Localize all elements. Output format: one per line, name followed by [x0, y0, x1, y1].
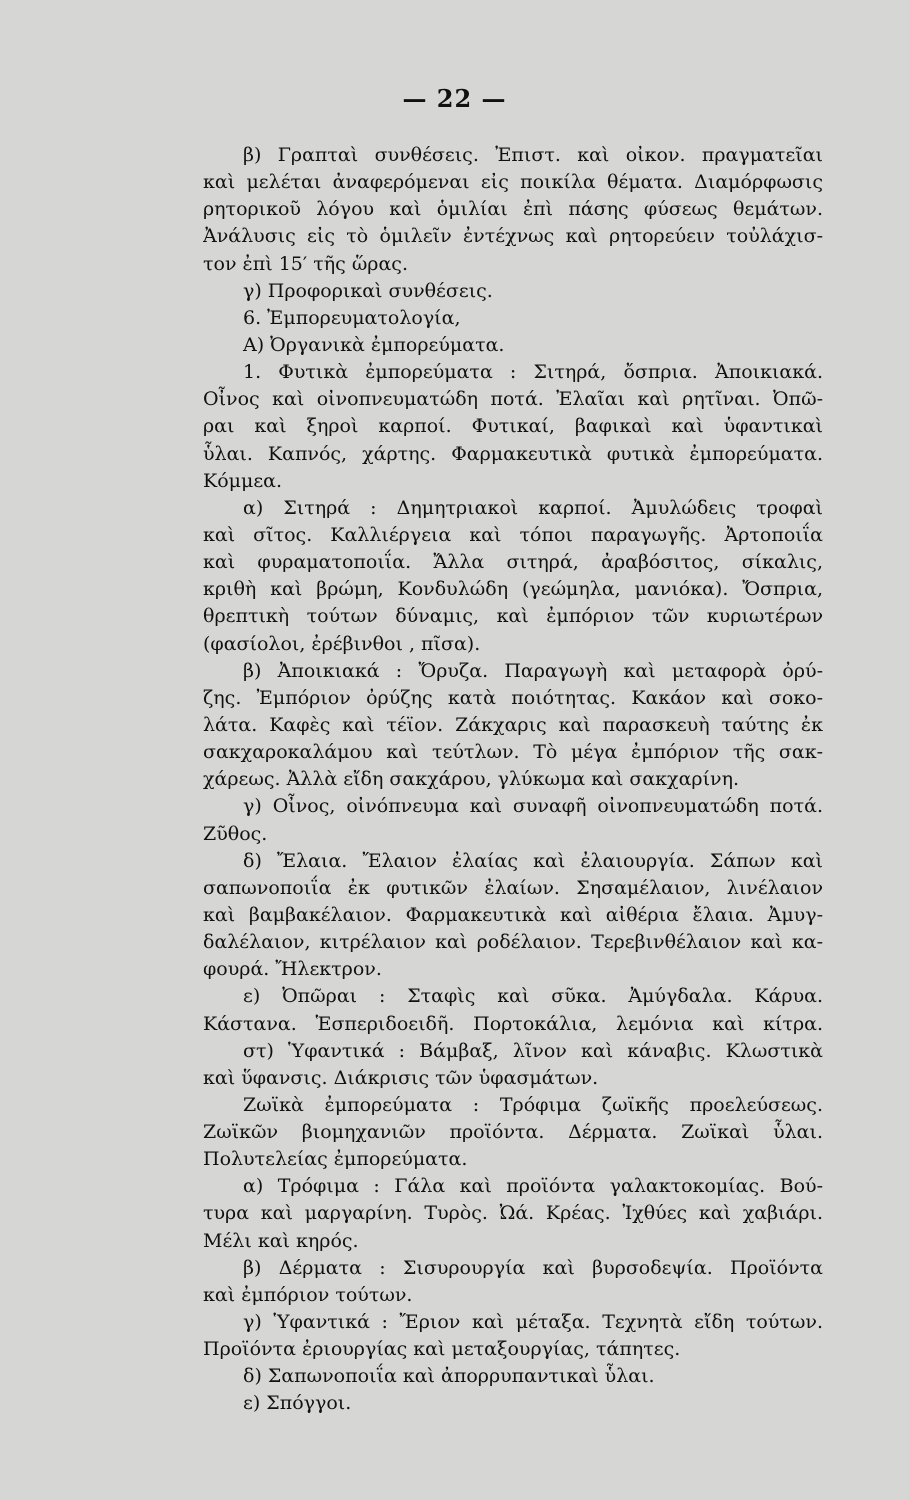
text-line: (φασίολοι, ἐρέβινθοι , πῖσα).	[203, 632, 481, 655]
text-line: σαπωνοποιΐα ἐκ φυτικῶν ἐλαίων. Σησαμέλαιον, λινέλαιον	[203, 876, 823, 899]
text-line: στ) Ὑφαντικά : Βάμβαξ, λῖνον καὶ κάναβις. Κλωστικὰ	[243, 1039, 823, 1062]
text-line: θρεπτικὴ τούτων δύναμις, καὶ ἐμπόριον τῶν κυριωτέρων	[203, 605, 823, 628]
text-line: φουρά. Ἤλεκτρον.	[203, 958, 382, 981]
text-line: ρητορικοῦ λόγου καὶ ὁμιλίαι ἐπὶ πάσης φύσεως θεμάτων.	[203, 198, 823, 221]
text-line: 6. Ἐμπορευματολογία,	[243, 306, 461, 329]
text-line: Πολυτελείας ἐμπορεύματα.	[203, 1148, 468, 1171]
text-line: δ) Σαπωνοποιΐα καὶ ἀπορρυπαντικαὶ ὗλαι.	[243, 1365, 655, 1388]
text-line: καὶ μελέται ἀναφερόμεναι εἰς ποικίλα θέματα. Διαμόρφωσις	[203, 171, 823, 194]
text-line: Ζωϊκὰ ἐμπορεύματα : Τρόφιμα ζωϊκῆς προελεύσεως.	[243, 1093, 823, 1116]
body-text	[203, 142, 823, 1418]
text-line: Οἶνος καὶ οἰνοπνευματώδη ποτά. Ἐλαῖαι καὶ ρητῖναι. Ὀπῶ-	[203, 388, 823, 411]
text-line: α) Σιτηρά : Δημητριακοὶ καρποί. Ἀμυλώδεις τροφαὶ	[243, 496, 823, 519]
text-line: ε) Σπόγγοι.	[243, 1392, 352, 1415]
text-line: δ) Ἔλαια. Ἔλαιον ἐλαίας καὶ ἐλαιουργία. Σάπων καὶ	[243, 849, 823, 872]
text-line: καὶ ἐμπόριον τούτων.	[203, 1283, 413, 1306]
text-line: α) Τρόφιμα : Γάλα καὶ προϊόντα γαλακτοκομίας. Βού-	[243, 1175, 823, 1198]
text-line: κριθὴ καὶ βρώμη, Κονδυλώδη (γεώμηλα, μανιόκα). Ὄσπρια,	[203, 578, 823, 601]
text-line: καὶ φυραματοποιΐα. Ἄλλα σιτηρά, ἀραβόσιτος, σίκαλις,	[203, 551, 823, 574]
text-line: 1. Φυτικὰ ἐμπορεύματα : Σιτηρά, ὄσπρια. Ἀποικιακά.	[243, 361, 823, 384]
text-line: β) Δέρματα : Σισυρουργία καὶ βυρσοδεψία. Προϊόντα	[243, 1256, 823, 1279]
text-line: σακχαροκαλάμου καὶ τεύτλων. Τὸ μέγα ἐμπόριον τῆς σακ-	[203, 741, 823, 764]
text-line: καὶ ὕφανσις. Διάκρισις τῶν ὑφασμάτων.	[203, 1066, 599, 1089]
text-line: Α) Ὀργανικὰ ἐμπορεύματα.	[243, 333, 505, 356]
text-line: γ) Οἶνος, οἰνόπνευμα καὶ συναφῆ οἰνοπνευματώδη ποτά.	[243, 795, 823, 818]
text-line: λάτα. Καφὲς καὶ τέϊον. Ζάκχαρις καὶ παρασκευὴ ταύτης ἐκ	[203, 713, 823, 736]
text-line: ε) Ὀπῶραι : Σταφὶς καὶ σῦκα. Ἀμύγδαλα. Κάρυα.	[243, 985, 823, 1008]
text-line: τον ἐπὶ 15′ τῆς ὥρας.	[203, 252, 408, 275]
text-line: δαλέλαιον, κιτρέλαιον καὶ ροδέλαιον. Τερεβινθέλαιον καὶ κα-	[203, 931, 823, 954]
text-line: χάρεως. Ἀλλὰ εἴδη σακχάρου, γλύκωμα καὶ σακχαρίνη.	[203, 768, 739, 791]
text-line: Μέλι καὶ κηρός.	[203, 1229, 359, 1252]
text-line: γ) Ὑφαντικά : Ἔριον καὶ μέταξα. Τεχνητὰ εἴδη τούτων.	[243, 1311, 823, 1334]
text-line: καὶ σῖτος. Καλλιέργεια καὶ τόποι παραγωγῆς. Ἀρτοποιΐα	[203, 523, 823, 546]
text-line: Κάστανα. Ἑσπεριδοειδῆ. Πορτοκάλια, λεμόνια καὶ κίτρα.	[203, 1012, 823, 1035]
text-line: Ζῦθος.	[203, 822, 268, 845]
text-line: ραι καὶ ξηροὶ καρποί. Φυτικαί, βαφικαὶ καὶ ὑφαντικαὶ	[203, 415, 823, 438]
text-line: ὗλαι. Καπνός, χάρτης. Φαρμακευτικὰ φυτικὰ ἐμπορεύματα.	[203, 442, 823, 465]
text-line: καὶ βαμβακέλαιον. Φαρμακευτικὰ καὶ αἰθέρια ἔλαια. Ἀμυγ-	[203, 903, 823, 926]
text-line: Κόμμεα.	[203, 469, 283, 492]
text-line: γ) Προφορικαὶ συνθέσεις.	[243, 279, 493, 302]
text-line: β) Γραπταὶ συνθέσεις. Ἐπιστ. καὶ οἰκον. πραγματεῖαι	[243, 144, 823, 166]
text-line: Ζωϊκῶν βιομηχανιῶν προϊόντα. Δέρματα. Ζωϊκαὶ ὗλαι.	[203, 1121, 823, 1144]
text-line: τυρα καὶ μαργαρίνη. Τυρὸς. Ὠά. Κρέας. Ἰχθύες καὶ χαβιάρι.	[203, 1202, 823, 1225]
page-number: — 22 —	[402, 84, 507, 113]
text-line: Προϊόντα ἐριουργίας καὶ μεταξουργίας, τάπητες.	[203, 1338, 681, 1361]
text-line: β) Ἀποικιακά : Ὄρυζα. Παραγωγὴ καὶ μεταφορὰ ὀρύ-	[243, 659, 823, 682]
text-line: Ἀνάλυσις εἰς τὸ ὁμιλεῖν ἐντέχνως καὶ ρητορεύειν τοὐλάχισ-	[203, 225, 823, 248]
text-line: ζης. Ἐμπόριον ὀρύζης κατὰ ποιότητας. Κακάον καὶ σοκο-	[203, 686, 823, 709]
